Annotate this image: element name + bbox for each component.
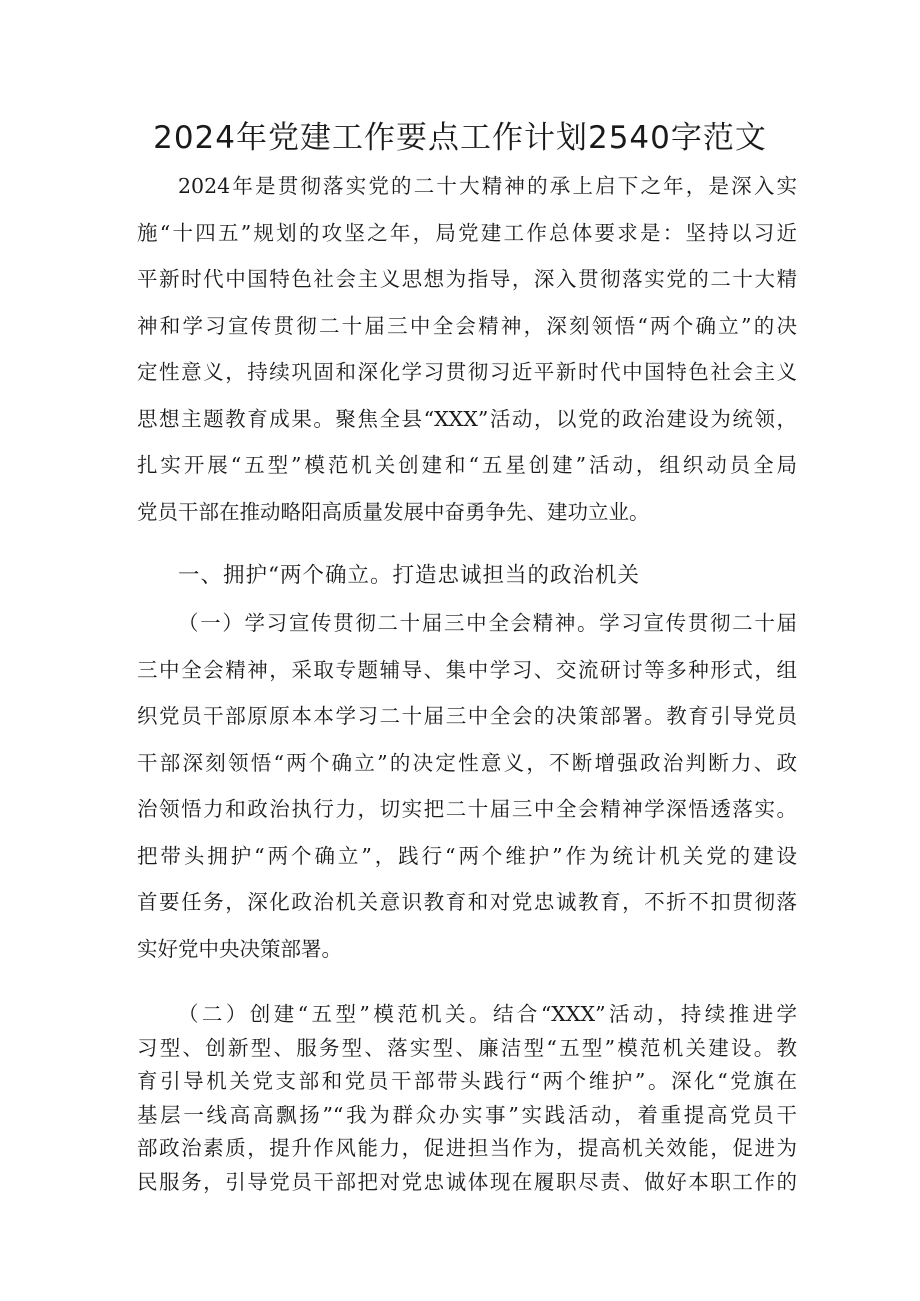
paragraph-line: 2024年是贯彻落实党的二十大精神的承上启下之年，是深入实 bbox=[178, 174, 797, 198]
paragraph-line: 部政治素质，提升作风能力，促进担当作为，提高机关效能，促进为 bbox=[137, 1136, 797, 1160]
paragraph-line: 定性意义，持续巩固和深化学习贯彻习近平新时代中国特色社会主义 bbox=[137, 360, 797, 384]
intro-paragraph bbox=[137, 163, 797, 535]
paragraph-line: 思想主题教育成果。聚焦全县“XXX”活动，以党的政治建设为统领， bbox=[137, 406, 797, 431]
paragraph-line: 扎实开展“五型”模范机关创建和“五星创建”活动，组织动员全局 bbox=[137, 453, 797, 477]
paragraph-line: （一）学习宣传贯彻二十届三中全会精神。学习宣传贯彻二十届 bbox=[178, 611, 797, 635]
section-heading: 一、拥护“两个确立。打造忠诚担当的政治机关 bbox=[178, 563, 640, 588]
paragraph-line: （二）创建“五型”模范机关。结合“XXX”活动，持续推进学 bbox=[178, 1002, 797, 1026]
document-title: 2024年党建工作要点工作计划2540字范文 bbox=[153, 120, 767, 156]
paragraph-line: 神和学习宣传贯彻二十届三中全会精神，深刻领悟“两个确立”的决 bbox=[137, 313, 797, 338]
paragraph-line: 实好党中央决策部署。 bbox=[137, 936, 342, 961]
paragraph-line: 施“十四五”规划的攻坚之年，局党建工作总体要求是：坚持以习近 bbox=[137, 220, 797, 245]
paragraph-line: 织党员干部原原本本学习二十届三中全会的决策部署。教育引导党员 bbox=[137, 704, 797, 728]
paragraph-line: 习型、创新型、服务型、落实型、廉洁型“五型”模范机关建设。教 bbox=[137, 1035, 797, 1060]
paragraph-line: 三中全会精神，采取专题辅导、集中学习、交流研讨等多种形式，组 bbox=[137, 657, 797, 682]
paragraph-line: 干部深刻领悟“两个确立”的决定性意义，不断增强政治判断力、政 bbox=[137, 750, 797, 775]
subsection-1-paragraph bbox=[137, 600, 797, 972]
paragraph-line: 育引导机关党支部和党员干部带头践行“两个维护”。深化“党旗在 bbox=[137, 1069, 797, 1093]
paragraph-line: 首要任务，深化政治机关意识教育和对党忠诚教育，不折不扣贯彻落 bbox=[137, 890, 797, 914]
paragraph-line: 党员干部在推动略阳高质量发展中奋勇争先、建功立业。 bbox=[137, 499, 650, 524]
paragraph-line: 基层一线高高飘扬”“我为群众办实事”实践活动，着重提高党员干 bbox=[137, 1102, 797, 1127]
paragraph-line: 民服务，引导党员干部把对党忠诚体现在履职尽责、做好本职工作的 bbox=[137, 1169, 797, 1194]
paragraph-line: 把带头拥护“两个确立”，践行“两个维护”作为统计机关党的建设 bbox=[137, 843, 797, 868]
paragraph-line: 治领悟力和政治执行力，切实把二十届三中全会精神学深悟透落实。 bbox=[137, 797, 797, 821]
paragraph-line: 平新时代中国特色社会主义思想为指导，深入贯彻落实党的二十大精 bbox=[137, 267, 797, 291]
subsection-2-paragraph bbox=[137, 998, 797, 1199]
